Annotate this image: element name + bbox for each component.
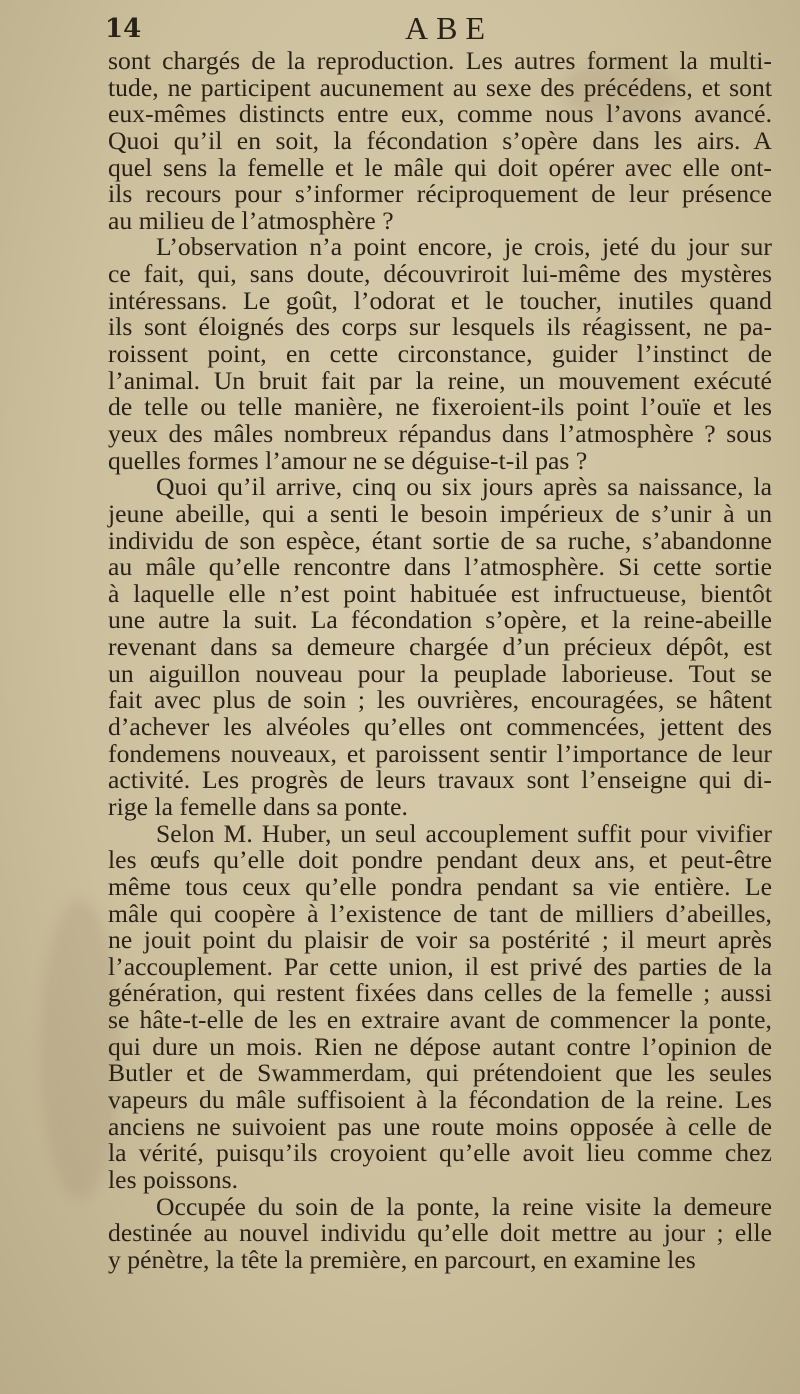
text-line: Quoi qu’il en soit, la fécondation s’opère dans les airs. A [108,125,772,155]
text-line: individu de son espèce, étant sortie de sa ruche, s’abandonne [108,525,772,555]
text-line: intéressans. Le goût, l’odorat et le toucher, inutiles quand [108,285,772,315]
text-line: sont chargés de la reproduction. Les autres forment la multi- [108,46,773,75]
text-line: Occupée du soin de la ponte, la reine visite la demeure [156,1191,773,1221]
text-line: tude, ne participent aucunement au sexe des précédens, et sont [108,72,773,102]
text-line: anciens ne suivoient pas une route moins opposée à celle de [108,1111,772,1141]
text-line: l’accouplement. Par cette union, il est privé des parties de la [108,951,772,981]
running-head: ABE [405,10,493,46]
page-header [105,10,740,50]
text-line: activité. Les progrès de leurs travaux sont l’enseigne qui di- [108,765,772,795]
text-line: fondemens nouveaux, et paroissent sentir l’importance de leur [108,738,772,768]
text-line: quel sens la femelle et le mâle qui doit opérer avec elle ont- [108,152,772,182]
text-line: revenant dans sa demeure chargée d’un précieux dépôt, est [108,632,772,662]
text-line: destinée au nouvel individu qu’elle doit mettre au jour ; elle [108,1218,773,1248]
text-line: l’animal. Un bruit fait par la reine, un mouvement exécuté [108,365,772,395]
text-line: au milieu de l’atmosphère ? [108,205,394,235]
text-line: même tous ceux qu’elle pondra pendant sa vie entière. Le [108,871,773,901]
text-line: qui dure un mois. Rien ne dépose autant contre l’opinion de [108,1031,773,1061]
text-line: de telle ou telle manière, ne fixeroient-ils point l’ouïe et les [108,392,773,422]
text-line: au mâle qu’elle rencontre dans l’atmosphère. Si cette sortie [108,552,772,582]
body-text [108,48,778,1273]
text-line: la vérité, puisqu’ils croyoient qu’elle avoit lieu comme chez [108,1138,772,1168]
text-line: ce fait, qui, sans doute, découvriroit lui-même des mystères [108,259,773,289]
text-line: à laquelle elle n’est point habituée est infructueuse, bientôt [108,578,773,608]
text-line: les poissons. [108,1164,239,1194]
text-line: Quoi qu’il arrive, cinq ou six jours après sa naissance, la [156,472,772,502]
text-line: roissent point, en cette circonstance, guider l’instinct de [108,339,773,369]
text-line: y pénètre, la tête la première, en parcourt, en examine les [108,1244,696,1274]
text-line: Butler et de Swammerdam, qui prétendoient que les seules [108,1058,773,1088]
text-line: ils recours pour s’informer réciproquement de leur présence [108,179,772,209]
text-line: jeune abeille, qui a senti le besoin impérieux de s’unir à un [108,498,773,528]
text-line: mâle qui coopère à l’existence de tant de milliers d’abeilles, [108,898,772,928]
text-line: fait avec plus de soin ; les ouvrières, encouragées, se hâtent [108,685,772,715]
text-line: se hâte-t-elle de les en extraire avant de commencer la ponte, [108,1005,772,1035]
page-number: 14 [105,14,142,44]
text-line: ne jouit point du plaisir de voir sa postérité ; il meurt après [108,925,773,955]
text-line: génération, qui restent fixées dans celles de la femelle ; aussi [108,978,772,1008]
text-line: eux-mêmes distincts entre eux, comme nous l’avons avancé. [108,99,773,129]
text-line: vapeurs du mâle suffisoient à la fécondation de la reine. Les [108,1084,773,1114]
text-line: quelles formes l’amour ne se déguise-t-il pas ? [108,445,588,475]
text-line: Selon M. Huber, un seul accouplement suffit pour vivifier [156,818,772,848]
text-line: yeux des mâles nombreux répandus dans l’atmosphère ? sous [108,418,772,448]
text-line: d’achever les alvéoles qu’elles ont commencées, jettent des [108,712,772,742]
text-line: rige la femelle dans sa ponte. [108,791,408,821]
text-line: ils sont éloignés des corps sur lesquels ils réagissent, ne pa- [108,312,773,342]
text-line: les œufs qu’elle doit pondre pendant deux ans, et peut-être [108,845,773,875]
text-line: une autre la suit. La fécondation s’opère, et la reine-abeille [108,605,773,635]
text-line: L’observation n’a point encore, je crois, jeté du jour sur [156,232,772,262]
text-line: un aiguillon nouveau pour la peuplade laborieuse. Tout se [108,658,772,688]
